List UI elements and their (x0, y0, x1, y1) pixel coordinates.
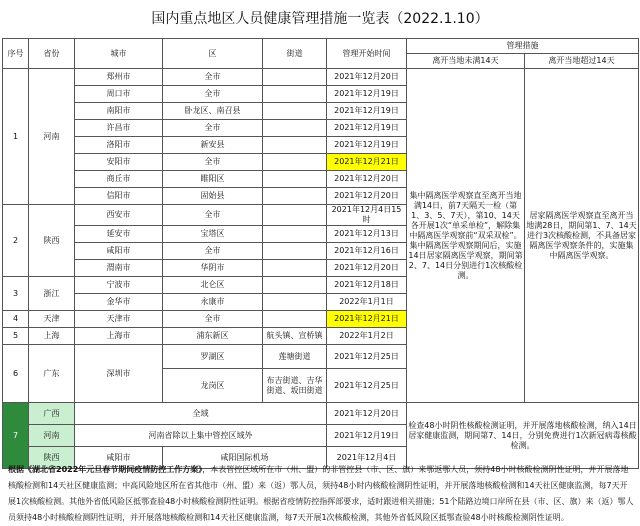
measure-low-risk: 检查48小时阴性核酸检测证明，并开展落地核酸检测，纳入14日居家健康监测，期间第7、14日，分别免费进行1次新冠病毒核酸检测。 (407, 403, 639, 469)
street-cell (263, 103, 327, 120)
group-province: 广西 (29, 403, 75, 425)
city-cell: 咸阳市 (75, 447, 163, 469)
header-under-14: 离开当地未满14天 (407, 54, 525, 69)
district-cell: 宝塔区 (163, 226, 263, 243)
group-province: 陕西 (29, 205, 75, 277)
group-seq: 2 (3, 205, 29, 277)
district-cell: 全市 (163, 311, 263, 328)
time-cell: 2021年12月20日 (327, 188, 407, 205)
group-province: 上海 (29, 328, 75, 345)
city-cell: 深圳市 (75, 345, 163, 403)
district-cell: 北仑区 (163, 277, 263, 294)
time-cell: 2022年1月2日 (327, 328, 407, 345)
district-cell: 华阴市 (163, 260, 263, 277)
city-cell: 渭南市 (75, 260, 163, 277)
group-province: 河南 (29, 69, 75, 205)
header-province: 省份 (29, 39, 75, 69)
time-cell: 2021年12月20日 (327, 403, 407, 425)
street-cell: 莲塘街道 (263, 345, 327, 369)
city-cell: 咸阳市 (75, 243, 163, 260)
table-row (3, 403, 639, 425)
time-cell: 2021年12月20日 (327, 171, 407, 188)
city-cell: 洛阳市 (75, 137, 163, 154)
header-street: 街道 (263, 39, 327, 69)
city-cell: 信阳市 (75, 188, 163, 205)
time-cell: 2021年12月4日 (327, 447, 407, 469)
management-table (2, 38, 639, 469)
city-cell: 西安市 (75, 205, 163, 226)
district-cell: 全市 (163, 120, 263, 137)
time-cell: 2021年12月13日 (327, 226, 407, 243)
time-cell: 2021年12月16日 (327, 243, 407, 260)
district-cell: 全市 (163, 205, 263, 226)
time-cell: 2021年12月25日 (327, 369, 407, 403)
street-cell (263, 243, 327, 260)
time-cell-highlighted: 2021年12月21日 (327, 154, 407, 171)
city-cell: 周口市 (75, 86, 163, 103)
measure-over-14: 居家隔离医学观察直至离开当地满28日，期间第1、7、14天进行3次核酸检测，不具备居家隔离医学观察条件的，实施集中隔离医学观察。 (525, 69, 639, 403)
district-cell: 全市 (163, 154, 263, 171)
group-seq: 7 (3, 403, 29, 469)
area-cell: 河南省除以上集中管控区域外 (75, 425, 327, 447)
group-seq: 4 (3, 311, 29, 328)
district-cell: 固始县 (163, 188, 263, 205)
street-cell: 布吉街道、吉华街道、坂田街道 (263, 369, 327, 403)
header-city: 城市 (75, 39, 163, 69)
street-cell (263, 137, 327, 154)
time-cell: 2021年12月25日 (327, 345, 407, 369)
header-district: 区 (163, 39, 263, 69)
time-cell-highlighted: 2021年12月21日 (327, 311, 407, 328)
time-cell: 2021年12月19日 (327, 103, 407, 120)
city-cell: 商丘市 (75, 171, 163, 188)
city-cell: 天津市 (75, 311, 163, 328)
page-title: 国内重点地区人员健康管理措施一览表（2022.1.10） (151, 11, 489, 27)
street-cell (263, 226, 327, 243)
group-province: 广东 (29, 345, 75, 403)
city-cell: 郑州市 (75, 69, 163, 86)
time-cell: 2021年12月20日 (327, 260, 407, 277)
area-cell: 全域 (75, 403, 327, 425)
district-cell: 浦东新区 (163, 328, 263, 345)
time-cell: 2022年1月1日 (327, 294, 407, 311)
time-cell: 2021年12月18日 (327, 277, 407, 294)
city-cell: 许昌市 (75, 120, 163, 137)
measure-under-14: 集中隔离医学观察直至离开当地满14日，前7天隔天一检（第1、3、5、7天），第10、14天各开展1次“单采单检”，解除集中隔离医学观察前“双采双检”。集中隔离医学观察期间后，实施14日居家隔离医学观察，期间第2、7、14日分别进行1次核酸检测。 (407, 69, 525, 403)
street-cell (263, 120, 327, 137)
time-cell: 2021年12月19日 (327, 137, 407, 154)
district-cell: 卧龙区、南召县 (163, 103, 263, 120)
street-cell (263, 294, 327, 311)
city-cell: 宁波市 (75, 277, 163, 294)
district-cell: 永康市 (163, 294, 263, 311)
group-province: 陕西 (29, 447, 75, 469)
district-cell: 罗湖区 (163, 345, 263, 369)
street-cell (263, 154, 327, 171)
header-over-14: 离开当地超过14天 (525, 54, 639, 69)
street-cell (263, 277, 327, 294)
header-measures: 管理措施 (407, 39, 639, 54)
city-cell: 延安市 (75, 226, 163, 243)
group-seq: 3 (3, 277, 29, 311)
city-cell: 安阳市 (75, 154, 163, 171)
city-cell: 金华市 (75, 294, 163, 311)
time-cell: 2021年12月20日 (327, 69, 407, 86)
footnote-body: ，本表管控区域所在市（州、盟）的非管控县（市、区、旗）来鄂返鄂人员，须持48小时核酸检测阴性证明，并开展落地核酸检测和14天社区健康监测；中高风险地区所在省其他市（州、盟）来（返）鄂人员，须持48小时内核酸检测阴性证明，并开展落地核酸检测和14天社区健康监测，每7天开展1次核酸检测。其他外省低风险区抵鄂查验48小时核酸检测阴性证明。根据省疫情防控指挥部要求，适时跟进相关措施；51个陆路边境口岸所在县（市、区、旗）来（返）鄂人员须持48小时核酸检测阴性证明，并开展落地核酸检测和14天社区健康监测，每7天开展1次核酸检测，其他外省低风险区抵鄂查验48小时核酸检测阴性证明。 (8, 465, 634, 522)
header-start-time: 管理开始时间 (327, 39, 407, 69)
time-cell: 2021年12月19日 (327, 120, 407, 137)
street-cell (263, 188, 327, 205)
street-cell (263, 171, 327, 188)
street-cell (263, 69, 327, 86)
district-cell: 新安县 (163, 137, 263, 154)
group-seq: 1 (3, 69, 29, 205)
district-cell: 睢阳区 (163, 171, 263, 188)
district-cell: 咸阳国际机场 (163, 447, 327, 469)
group-province: 天津 (29, 311, 75, 328)
time-cell: 2021年12月19日 (327, 425, 407, 447)
street-cell (263, 311, 327, 328)
group-seq: 6 (3, 345, 29, 403)
footnote (8, 462, 634, 526)
district-cell: 全市 (163, 69, 263, 86)
district-cell: 全市 (163, 243, 263, 260)
city-cell: 上海市 (75, 328, 163, 345)
street-cell (263, 260, 327, 277)
street-cell (263, 205, 327, 226)
table-row (3, 69, 639, 86)
footnote-lead: 根据《湖北省2022年元旦春节期间疫情防控工作方案》 (8, 465, 203, 474)
group-province: 浙江 (29, 277, 75, 311)
district-cell: 龙岗区 (163, 369, 263, 403)
street-cell: 航头镇、宣桥镇 (263, 328, 327, 345)
header-seq: 序号 (3, 39, 29, 69)
group-province: 河南 (29, 425, 75, 447)
street-cell (263, 86, 327, 103)
time-cell: 2021年12月4日15时 (327, 205, 407, 226)
city-cell: 南阳市 (75, 103, 163, 120)
district-cell: 全市 (163, 86, 263, 103)
time-cell: 2021年12月19日 (327, 86, 407, 103)
group-seq: 5 (3, 328, 29, 345)
